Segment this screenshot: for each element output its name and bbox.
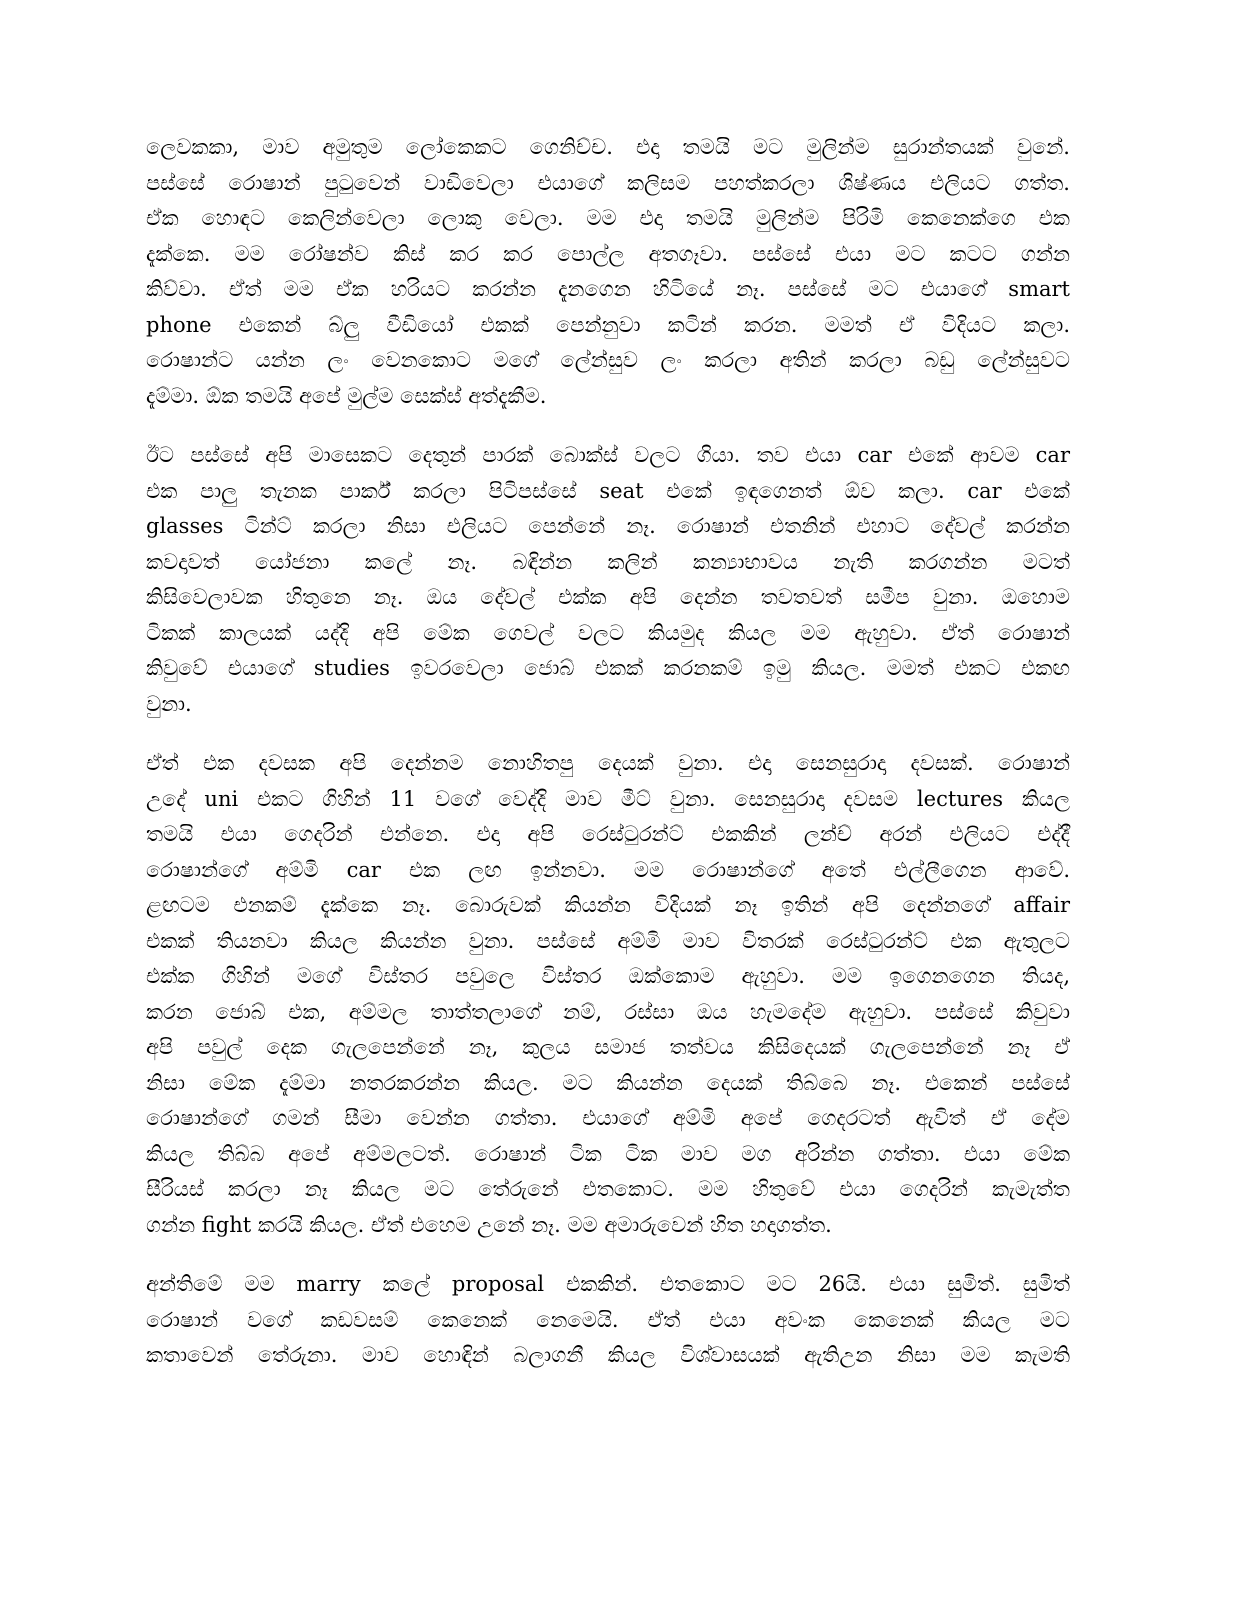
paragraph-1 — [146, 130, 1070, 414]
text-line: glasses ටින්ට් කරලා නිසා එලියට පෙන්නේ නෑ. රොෂාන් එතනින් එහාට දේවල් කරන්න — [146, 514, 1070, 538]
text-line: වුනා. — [146, 691, 192, 716]
text-line: තමයි එයා ගෙදරින් එන්නෙ. එදා අපි රෙස්ටුරන්ට් එකකින් ලන්ච් අරන් එලියට එද්දී — [146, 822, 1070, 846]
text-line: රොෂාන්ට යන්න ලං වෙනකොට මගේ ලේන්සුව ලං කරලා අතින් කරලා බඩු ලේන්සුවට — [146, 348, 1070, 372]
paragraph-3 — [146, 746, 1070, 1243]
text-line: දැම්මා. ඕක තමයි අපේ මුල්ම සෙක්ස් අත්දැකීම. — [146, 383, 547, 408]
text-line: පස්සේ රොෂාන් පුටුවෙන් වාඩිවෙලා එයාගේ කලිසම පහත්කරලා ශිෂ්ණය එලියට ගත්ත. — [146, 170, 1070, 195]
text-line: එක්ක ගිහින් මගේ විස්තර පවුලෙ විස්තර ඔක්කොම ඇහුවා. මම ඉගෙනගෙන තියද, — [146, 964, 1070, 988]
text-line: නිසා මේක දැම්මා නතරකරන්න කියල. මට කියන්න දෙයක් තිබ්බෙ නෑ. එකෙන් පස්සේ — [146, 1070, 1070, 1095]
text-line: සීරියස් කරලා නෑ කියල මට තේරුනේ එතකොට. මම හිතුවේ එයා ගෙදරින් කැමැත්ත — [146, 1177, 1070, 1201]
text-line: ඊට පස්සේ අපි මාසෙකට දෙතුන් පාරක් බොක්ස් වලට ගියා. තව එයා car එකේ ආවම car — [146, 443, 1070, 467]
text-line: phone එකෙන් බ්ලු වීඩියෝ එකක් පෙන්නුවා කටින් කරන. මමත් ඒ විදියට කලා. — [146, 312, 1070, 337]
text-line: රොෂාන්ගේ ගමන් සීමා වෙන්න ගත්තා. එයාගේ අම්මි අපේ ගෙදරටත් ඇවිත් ඒ දේම — [146, 1106, 1070, 1130]
text-line: ගන්න fight කරයි කියල. ඒත් එහෙම උනේ නෑ. මම අමාරුවෙන් හිත හදාගත්ත. — [146, 1212, 832, 1237]
text-line: රොෂාන්ගේ අම්මි car එක ලඟ ඉන්නවා. මම රොෂාන්ගේ අතේ එල්ලීගෙන ආවේ. — [146, 857, 1070, 882]
text-line: කියල තිබ්බ අපේ අම්මලටත්. රොෂාන් ටික ටික මාව මග අරින්න ගත්තා. එයා මේක — [146, 1141, 1070, 1166]
text-line: උදේ uni එකට ගිහින් 11 වගේ වෙද්දි මාව මීට් වුනා. සෙනසුරාදා දවසම lectures කියල — [146, 786, 1070, 811]
paragraph-4 — [146, 1267, 1070, 1374]
text-line: ඒක හොඳට කෙලින්වෙලා ලොකු වෙලා. මම එදා තමයි මුලින්ම පිරිමි කෙනෙක්ගෙ එක — [146, 206, 1070, 230]
text-line: ටිකක් කාලයක් යද්දි අපි මේක ගෙවල් වලට කියමුද කියල මම ඇහුවා. ඒත් රොෂාන් — [146, 620, 1070, 645]
text-line: එක පාලු තැනක පාර්ක් කරලා පිටිපස්සේ seat එකේ ඉඳගෙනත් ඕව කලා. car එකේ — [146, 478, 1070, 503]
text-line: ළඟටම එනකම් දැක්කෙ නෑ. බොරුවක් කියන්න විදියක් නෑ ඉතින් අපි දෙන්නගේ affair — [146, 893, 1070, 917]
text-line: කිව්වා. ඒත් මම ඒක හරියට කරන්න දැනගෙන හිටියේ නෑ. පස්සේ මට එයාගේ smart — [146, 277, 1070, 301]
text-line: කිවුවේ එයාගේ studies ඉවරවෙලා ජොබ් එකක් කරනකම් ඉමු කියල. මමත් එකට එකඟ — [146, 656, 1070, 680]
text-line: රොෂාන් වගේ කඩවසම් කෙනෙක් නෙමෙයි. ඒත් එයා අවංක කෙනෙක් කියල මට — [146, 1307, 1070, 1332]
text-line: ඒත් එක දවසක අපි දෙන්නම නොහිතපු දෙයක් වුනා. එදා සෙනසුරාදා දවසක්. රොෂාන් — [146, 751, 1070, 775]
text-line: අපි පවුල් දෙක ගැලපෙන්නේ නෑ, කුලය සමාජ තත්වය කිසිදෙයක් ගැලපෙන්නේ නෑ ඒ — [146, 1035, 1070, 1059]
text-line: ලෙවකකා, මාව අමුතුම ලෝකෙකට ගෙනිච්ච. එදා තමයි මට මුලින්ම සුරාන්තයක් වුනේ. — [146, 135, 1070, 159]
text-line: කවදාවත් යෝජනා කලේ නෑ. බඳින්න කලින් කන්‍යාභාවය නැති කරගන්න මටත් — [146, 549, 1070, 574]
text-line: කිසිවෙලාවක හිතුනෙ නෑ. ඔය දේවල් එක්ක අපි දෙන්න තවතවත් සමීප වුනා. ඔහොම — [146, 585, 1070, 609]
text-line: දැක්කෙ. මම රෝෂන්ව කිස් කර කර පොල්ල අතගෑවා. පස්සේ එයා මට කටට ගන්න — [146, 241, 1070, 266]
text-line: කතාවෙන් තේරුනා. මාව හොඳින් බලාගනී කියල විශ්වාසයක් ඇතිඋන නිසා මම කැමති — [146, 1343, 1070, 1367]
text-line: කරන ජොබ් එක, අම්මල තාත්තලාගේ නම්, රස්සා ඔය හැමදේම ඇහුවා. පස්සේ කිවුවා — [146, 999, 1070, 1024]
document-page — [146, 130, 1070, 1398]
text-line: අන්තිමේ මම marry කලේ proposal එකකින්. එතකොට මට 26යි. එයා සුමිත්. සුමිත් — [146, 1272, 1070, 1296]
text-line: එකක් තියනවා කියල කියන්න වුනා. පස්සේ අම්මි මාව විතරක් රෙස්ටුරන්ට් එක ඇතුලට — [146, 928, 1070, 953]
paragraph-2 — [146, 438, 1070, 722]
